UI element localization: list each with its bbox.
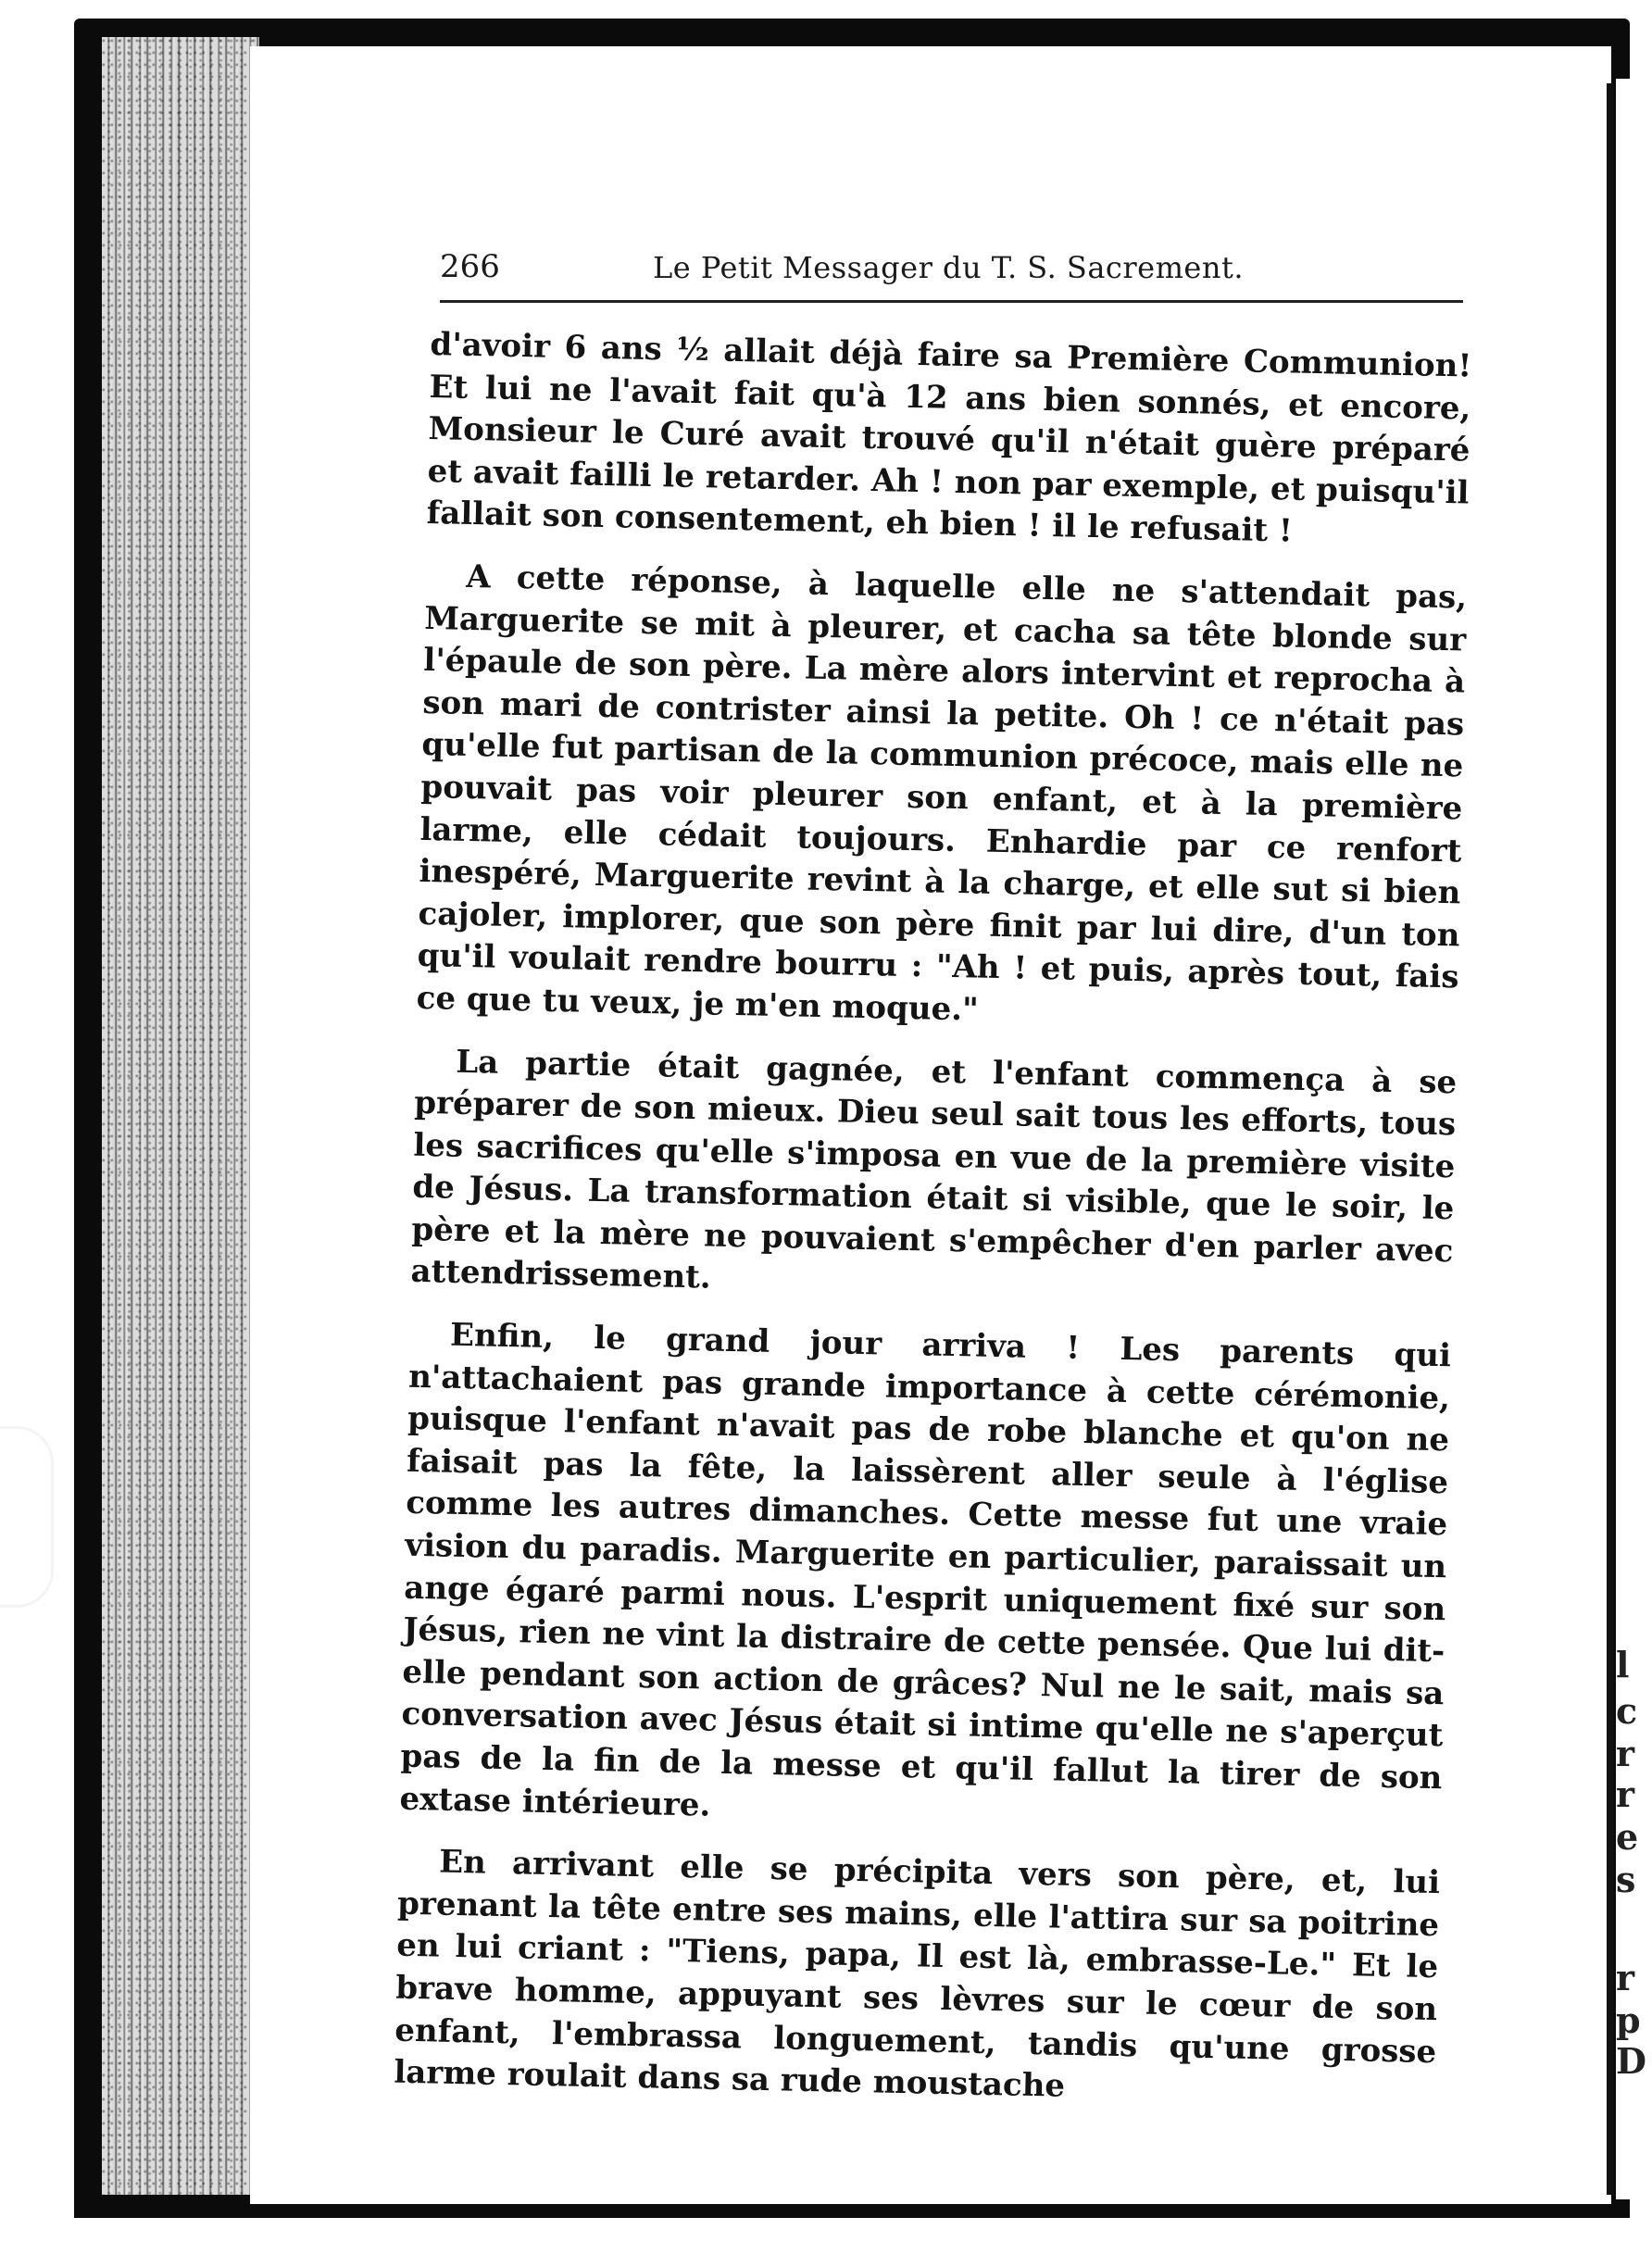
running-head bbox=[440, 248, 1463, 303]
paragraph: En arrivant elle se précipita vers son père, et, lui prenant la tête entre ses mains, elle l'attira sur sa poitrine en lui criant : "Tiens, papa, Il est là, embrasse-Le." Et le brave homme, appuyant ses lèvres sur le cœur de son enfant, l'embrassa longuement, tandis qu'une grosse larme roulait dans sa rude moustache bbox=[394, 1843, 1441, 2105]
facing-page-char: s bbox=[1616, 1859, 1636, 1900]
facing-page-char: l bbox=[1616, 1644, 1630, 1685]
paragraph: Enfin, le grand jour arriva ! Les parents qui n'attachaient pas grande importance à cette cérémonie, puisque l'enfant n'avait pas de robe blanche et qu'on ne faisait pas la fête, la laissèrent aller seule à l'église comme les autres dimanches. Cette messe fut une vraie vision du paradis. Marguerite en particulier, paraissait un ange égaré parmi nous. L'esprit uniquement fixé sur son Jésus, rien ne vint la distraire de cette pensée. Que lui dit-elle pendant son action de grâces? Nul ne le sait, mais sa conversation avec Jésus était si intime qu'elle ne s'aperçut pas de la fin de la messe et qu'il fallut la tirer de son extase intérieure. bbox=[399, 1316, 1452, 1824]
facing-page-char: e bbox=[1616, 1816, 1639, 1858]
page-number: 266 bbox=[440, 248, 500, 285]
facing-page-char: r bbox=[1616, 1733, 1635, 1774]
facing-page bbox=[1616, 79, 1652, 2199]
page-gutter bbox=[1607, 83, 1614, 2195]
facing-page-char: c bbox=[1616, 1690, 1638, 1732]
paragraph: A cette réponse, à laquelle elle ne s'attendait pas, Marguerite se mit à pleurer, et cacha sa tête blonde sur l'épaule de son père. La mère alors intervint et reprocha à son mari de contrister ainsi la petite. Oh ! ce n'était pas qu'elle fut partisan de la communion précoce, mais elle ne pouvait pas voir pleurer son enfant, et à la première larme, elle cédait toujours. Enhardie par ce renfort inespéré, Marguerite revint à la charge, et elle sut si bien cajoler, implorer, que son père finit par lui dire, d'un ton qu'il voulait rendre bourru : "Ah ! et puis, après tout, fais ce que tu veux, je m'en moque." bbox=[416, 557, 1468, 1029]
body-text bbox=[394, 324, 1472, 2136]
facing-page-char: D bbox=[1616, 2040, 1646, 2082]
facing-page-char: r bbox=[1616, 1773, 1635, 1815]
facing-page-char: r bbox=[1616, 1957, 1635, 1998]
paragraph: d'avoir 6 ans ½ allait déjà faire sa Première Communion! Et lui ne l'avait fait qu'à 12 ans bien sonnés, et encore, Monsieur le Curé avait trouvé qu'il n'était guère préparé et avait failli le retarder. Ah ! non par exemple, et puisqu'il fallait son consentement, eh bien ! il le refusait ! bbox=[426, 325, 1472, 550]
paragraph: La partie était gagnée, et l'enfant commença à se préparer de son mieux. Dieu seul sait tous les efforts, tous les sacrifices qu'elle s'imposa en vue de la première visite de Jésus. La transformation était si visible, que le soir, le père et la mère ne pouvaient s'empêcher d'en parler avec attendrissement. bbox=[410, 1043, 1458, 1297]
running-title: Le Petit Messager du T. S. Sacrement. bbox=[653, 250, 1244, 285]
scan-border-bottom bbox=[0, 2218, 1652, 2267]
facing-page-char: p bbox=[1616, 1999, 1641, 2041]
binding-thread bbox=[0, 1426, 54, 1608]
page-edges bbox=[102, 37, 259, 2195]
